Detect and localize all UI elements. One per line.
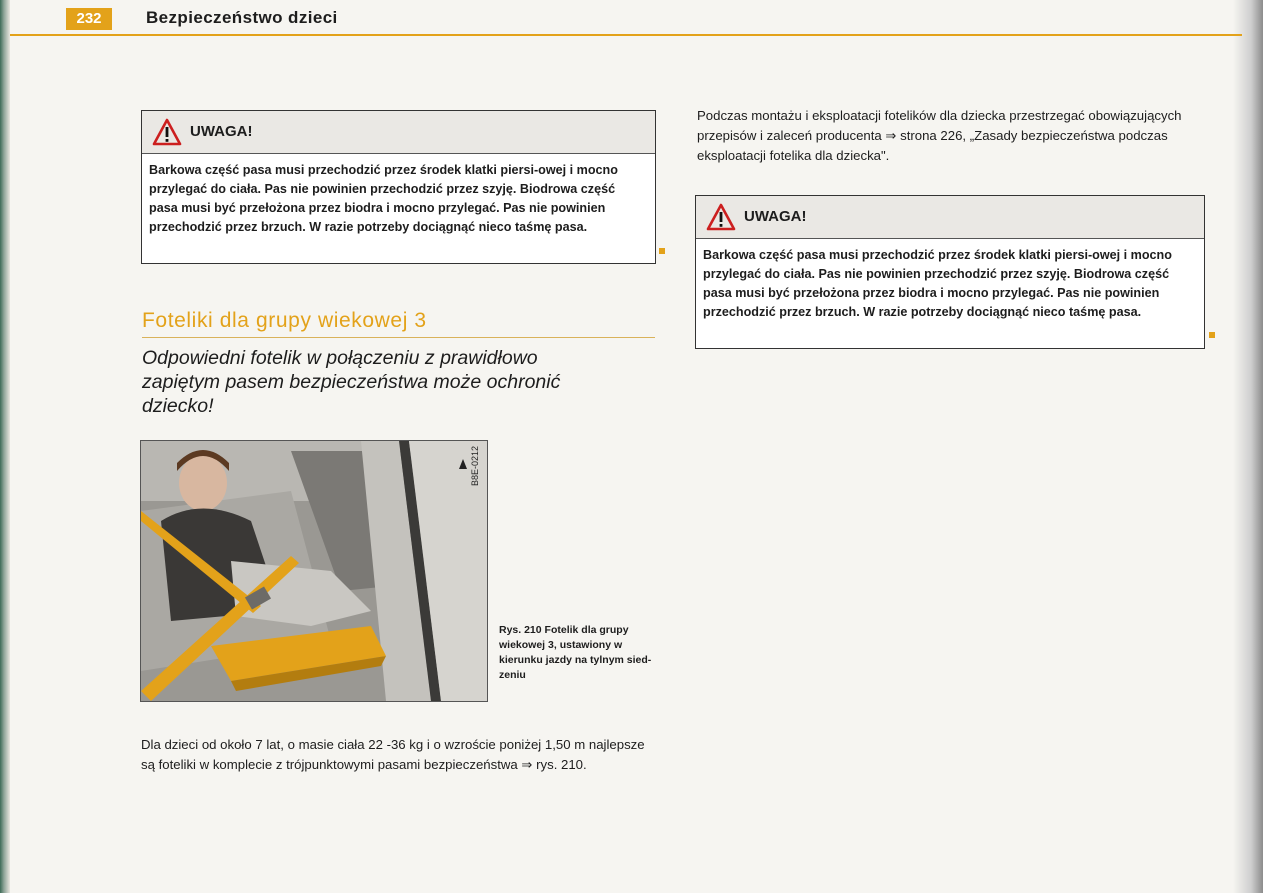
figure-caption: Rys. 210 Fotelik dla grupy wiekowej 3, ustawiony w kierunku jazdy na tylnym sied-zeniu	[499, 624, 652, 681]
warning-triangle-icon	[706, 203, 736, 231]
warning-title: UWAGA!	[190, 123, 253, 140]
warning-header	[696, 196, 1204, 239]
section-title: Foteliki dla grupy wiekowej 3	[142, 309, 427, 332]
figure-child-seat-illustration	[140, 440, 488, 702]
section-rule	[142, 337, 655, 338]
warning-title: UWAGA!	[744, 208, 807, 225]
header-rule	[10, 34, 1242, 36]
warning-header	[142, 111, 655, 154]
chapter-title: Bezpieczeństwo dzieci	[146, 8, 338, 27]
end-marker	[659, 248, 665, 254]
lead-paragraph: Odpowiedni fotelik w połączeniu z prawidłowo zapiętym pasem bezpieczeństwa może ochronić dziecko!	[142, 347, 561, 417]
body-paragraph-left: Dla dzieci od około 7 lat, o masie ciała 22 -36 kg i o wzroście poniżej 1,50 m najlepsze są foteliki w komplecie z trójpunktowymi pasami bezpieczeństwa ⇒ rys. 210.	[141, 737, 645, 772]
warning-triangle-icon	[152, 118, 182, 146]
warning-box-right	[695, 195, 1205, 349]
figure-code: B8E-0212	[470, 446, 480, 487]
page-binding	[0, 0, 10, 893]
warning-text: Barkowa część pasa musi przechodzić przez środek klatki piersi-owej i mocno przylegać do ciała. Pas nie powinien przechodzić przez szyję. Biodrowa część pasa musi być przełożona przez biodra i mocno przylegać. Pas nie powinien przechodzić przez brzuch. W razie potrzeby dociągnąć nieco taśmę pasa.	[703, 248, 1172, 319]
warning-box-left	[141, 110, 656, 264]
warning-text: Barkowa część pasa musi przechodzić przez środek klatki piersi-owej i mocno przylegać do ciała. Pas nie powinien przechodzić przez szyję. Biodrowa część pasa musi być przełożona przez biodra i mocno przylegać. Pas nie powinien przechodzić przez brzuch. W razie potrzeby dociągnąć nieco taśmę pasa.	[149, 163, 618, 234]
child-seat-illustration	[141, 441, 487, 701]
page-number: 232	[66, 8, 112, 30]
page-edge-shadow	[1233, 0, 1263, 893]
end-marker	[1209, 332, 1215, 338]
body-paragraph-right: Podczas montażu i eksploatacji fotelików dla dziecka przestrzegać obowiązujących przepisów i zaleceń producenta ⇒ strona 226, „Zasady bezpieczeństwa podczas eksploatacji fotelika dla dziecka".	[697, 108, 1182, 163]
